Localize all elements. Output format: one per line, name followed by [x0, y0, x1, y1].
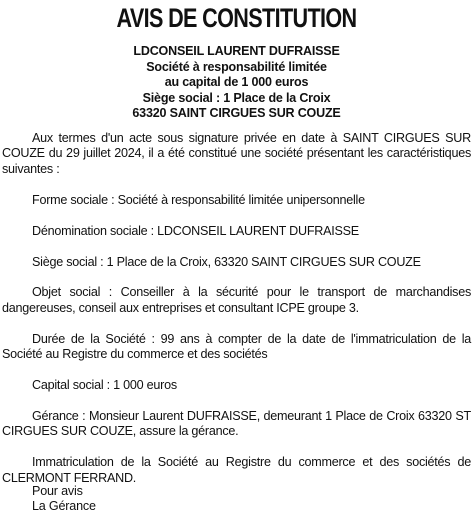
intro-paragraph: Aux termes d'un acte sous signature privée en date à SAINT CIRGUES SUR COUZE du 29 juillet 2024, il a été constitué une société présentant les caractéristiques suivantes : [2, 131, 471, 176]
denomination-paragraph: Dénomination sociale : LDCONSEIL LAURENT DUFRAISSE [32, 223, 359, 238]
company-capital: au capital de 1 000 euros [164, 74, 309, 90]
duree-paragraph: Durée de la Société : 99 ans à compter de la date de l'immatriculation de la Société au Registre du commerce et des sociétés [2, 331, 471, 362]
gerance-paragraph: Gérance : Monsieur Laurent DUFRAISSE, demeurant 1 Place de Croix 63320 ST CIRGUES SUR COUZE, assure la gérance. [2, 408, 471, 439]
company-header [0, 43, 473, 121]
forme-paragraph: Forme sociale : Société à responsabilité limitée unipersonnelle [32, 192, 365, 207]
signature-block [32, 484, 96, 515]
company-form: Société à responsabilité limitée [146, 58, 327, 74]
objet-paragraph: Objet social : Conseiller à la sécurité pour le transport de marchandises dangereuses, conseil aux entreprises et consultant ICPE groupe 3. [2, 285, 471, 315]
signature-gerance: La Gérance [32, 499, 96, 514]
company-name: LDCONSEIL LAURENT DUFRAISSE [133, 43, 340, 58]
siege-paragraph: Siège social : 1 Place de la Croix, 63320 SAINT CIRGUES SUR COUZE [32, 254, 421, 269]
company-city: 63320 SAINT CIRGUES SUR COUZE [132, 105, 341, 121]
immatriculation-paragraph: Immatriculation de la Société au Registre du commerce et des sociétés de CLERMONT FERRAND. [2, 455, 471, 485]
capital-paragraph: Capital social : 1 000 euros [32, 378, 177, 393]
signature-pour-avis: Pour avis [32, 484, 83, 498]
notice-title: AVIS DE CONSTITUTION [116, 3, 357, 33]
company-address: Siège social : 1 Place de la Croix [142, 89, 331, 105]
notice-body [2, 131, 471, 502]
